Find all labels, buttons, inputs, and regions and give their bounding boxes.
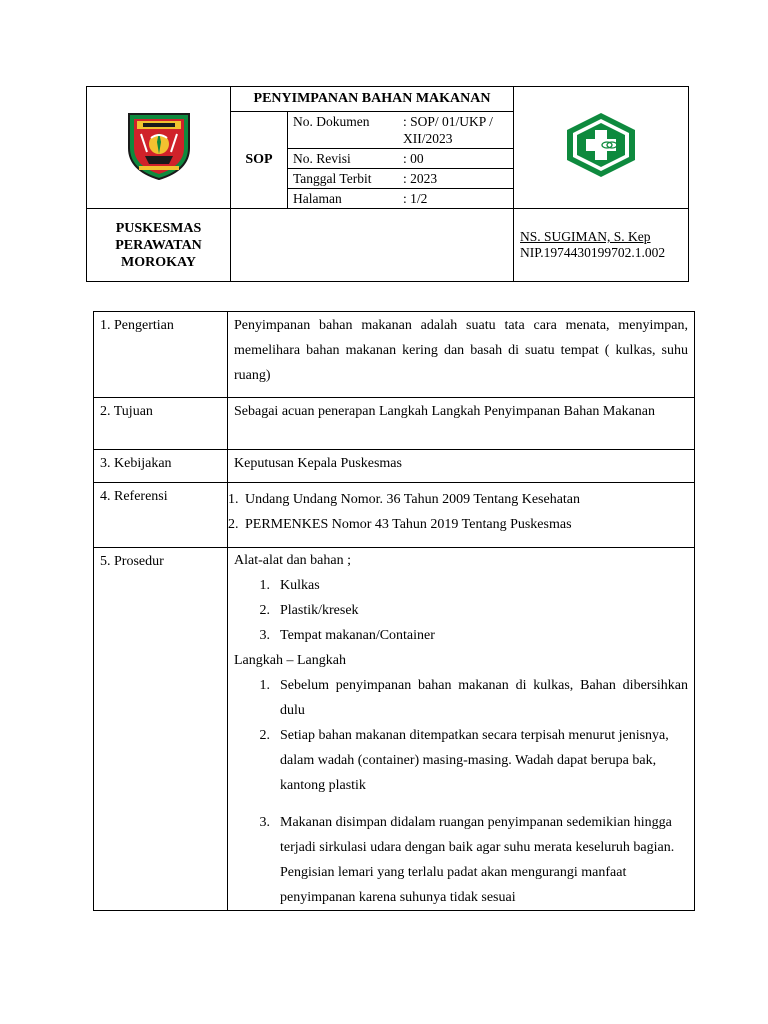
org-line: MOROKAY	[121, 254, 196, 270]
meta-value: : SOP/ 01/UKP / XII/2023	[403, 114, 493, 146]
list-item: 1. Sebelum penyimpanan bahan makanan di kulkas, Bahan dibersihkan dulu	[259, 678, 688, 718]
meta-row-issue-date	[288, 169, 513, 189]
signature-area	[231, 209, 514, 282]
meta-row-page	[288, 189, 513, 208]
section-text: Penyimpanan bahan makanan adalah suatu tata cara menata, menyimpan, memelihara bahan makanan kering dan basah di suatu tempat ( kulkas, suhu ruang)	[228, 312, 695, 398]
document-title: PENYIMPANAN BAHAN MAKANAN	[231, 87, 514, 112]
section-row-prosedur	[94, 548, 695, 911]
left-logo-cell	[87, 87, 231, 209]
meta-row-document-number	[288, 112, 513, 149]
section-label: 5. Prosedur	[94, 548, 228, 911]
meta-key: Tanggal Terbit	[293, 171, 372, 186]
meta-value: : 2023	[403, 171, 438, 186]
list-spacer	[234, 798, 688, 810]
tools-list	[234, 573, 688, 648]
signer-block	[514, 209, 689, 282]
list-item: 1. Undang Undang Nomor. 36 Tahun 2009 Tentang Kesehatan	[228, 492, 581, 507]
steps-heading: Langkah – Langkah	[234, 653, 346, 668]
signer-nip: NIP.1974430199702.1.002	[520, 245, 666, 260]
steps-list	[234, 673, 688, 910]
section-label: 4. Referensi	[94, 483, 228, 548]
signer-name: NS. SUGIMAN, S. Kep	[520, 229, 651, 244]
list-item: 3. Tempat makanan/Container	[259, 628, 435, 643]
list-item: 2. Plastik/kresek	[259, 603, 359, 618]
meta-key: No. Dokumen	[293, 114, 370, 129]
org-line: PUSKESMAS	[115, 220, 202, 236]
section-text: Sebagai acuan penerapan Langkah Langkah Penyimpanan Bahan Makanan	[228, 398, 695, 450]
org-line: PERAWATAN	[115, 237, 202, 253]
regency-coat-of-arms-icon	[123, 108, 195, 182]
section-row-pengertian	[94, 312, 695, 398]
meta-value: : 1/2	[403, 191, 428, 206]
document-meta	[288, 112, 514, 209]
section-row-kebijakan	[94, 450, 695, 483]
procedure-cell	[228, 548, 695, 911]
section-row-referensi	[94, 483, 695, 548]
list-item: 2. PERMENKES Nomor 43 Tahun 2019 Tentang Puskesmas	[228, 517, 572, 532]
sop-content-table	[93, 311, 695, 911]
section-label: 3. Kebijakan	[94, 450, 228, 483]
reference-list	[228, 487, 688, 537]
puskesmas-green-cross-icon	[562, 110, 640, 180]
section-text: Keputusan Kepala Puskesmas	[228, 450, 695, 483]
tools-heading: Alat-alat dan bahan ;	[234, 553, 352, 568]
meta-key: Halaman	[293, 191, 342, 206]
list-item: 3. Makanan disimpan didalam ruangan penyimpanan sedemikian hingga terjadi sirkulasi udara dengan baik agar suhu merata keseluruh bagian. Pengisian lemari yang terlalu padat akan mengurangi manfaat penyimpanan karena suhunya tidak sesuai	[259, 815, 675, 905]
meta-value: : 00	[403, 151, 424, 166]
meta-row-revision	[288, 149, 513, 169]
section-label: 1. Pengertian	[94, 312, 228, 398]
sop-label: SOP	[231, 112, 288, 209]
document-header-table	[86, 86, 689, 282]
meta-key: No. Revisi	[293, 151, 351, 166]
section-label: 2. Tujuan	[94, 398, 228, 450]
organization-name	[87, 209, 231, 282]
list-item: 1. Kulkas	[259, 578, 320, 593]
list-item: 2. Setiap bahan makanan ditempatkan secara terpisah menurut jenisnya, dalam wadah (container) masing-masing. Wadah dapat berupa bak, kantong plastik	[259, 728, 669, 793]
reference-list-cell	[228, 483, 695, 548]
right-logo-cell	[514, 87, 689, 209]
section-row-tujuan	[94, 398, 695, 450]
